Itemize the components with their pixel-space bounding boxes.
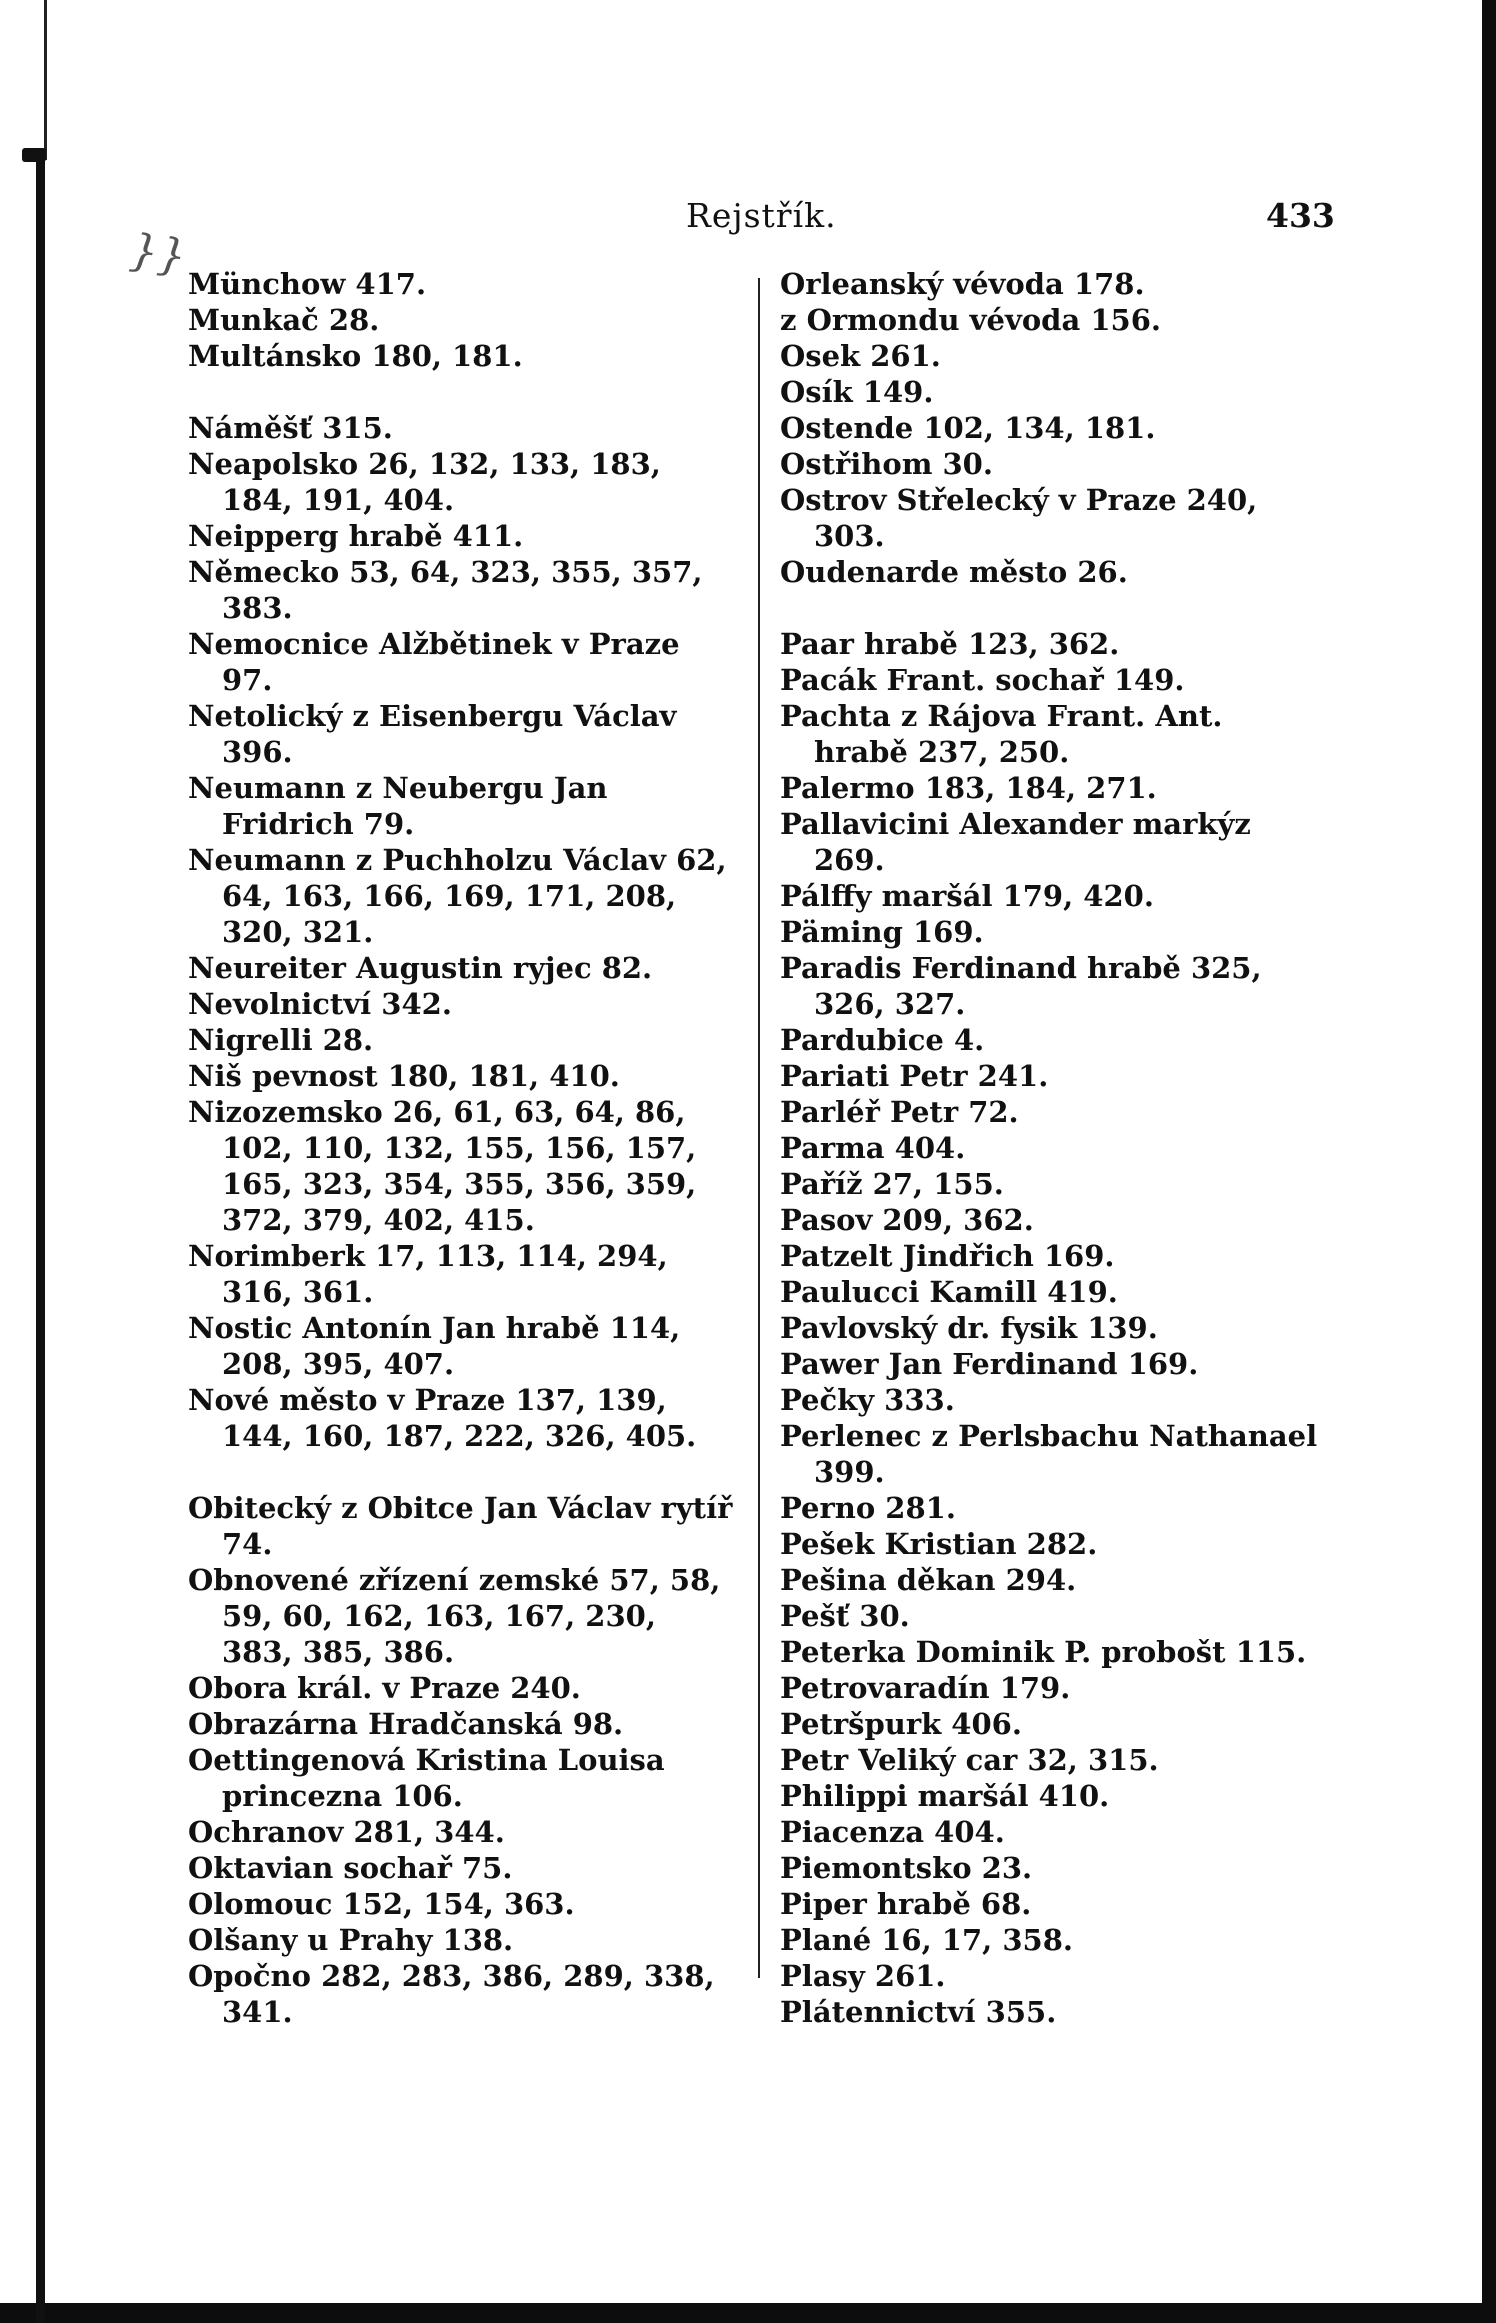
index-entry: Plané 16, 17, 358. (780, 1923, 1073, 1957)
index-entry: Patzelt Jindřich 169. (780, 1239, 1115, 1273)
index-entry: Perlenec z Perlsbachu Nathanael 399. (780, 1419, 1318, 1489)
scan-edge-bottom (0, 2303, 1496, 2323)
index-entry: Perno 281. (780, 1491, 956, 1525)
index-entry: Plátennictví 355. (780, 1995, 1057, 2029)
index-entry: Nové město v Praze 137, 139, 144, 160, 187, 222, 326, 405. (188, 1383, 697, 1453)
index-entry: Osek 261. (780, 339, 941, 373)
index-entry: Munkač 28. (188, 303, 380, 337)
index-entry: Nevolnictví 342. (188, 987, 452, 1021)
index-entry: Nemocnice Alžbětinek v Praze 97. (188, 627, 680, 697)
index-entry: Pešina děkan 294. (780, 1563, 1077, 1597)
index-entry: Petrovaradín 179. (780, 1671, 1071, 1705)
index-entry: Olšany u Prahy 138. (188, 1923, 514, 1957)
index-entry: Pawer Jan Ferdinand 169. (780, 1347, 1199, 1381)
index-entry: Nizozemsko 26, 61, 63, 64, 86, 102, 110, 132, 155, 156, 157, 165, 323, 354, 355, 356, 359, 372, 379, 402, 415. (188, 1095, 697, 1237)
index-entry: Pálffy maršál 179, 420. (780, 879, 1154, 913)
index-entry: Neureiter Augustin ryjec 82. (188, 951, 653, 985)
index-entry: Paar hrabě 123, 362. (780, 627, 1120, 661)
index-entry: Piemontsko 23. (780, 1851, 1033, 1885)
index-entry: Olomouc 152, 154, 363. (188, 1887, 575, 1921)
index-entry: Paradis Ferdinand hrabě 325, 326, 327. (780, 951, 1262, 1021)
index-entry: Parléř Petr 72. (780, 1095, 1019, 1129)
index-entry: Norimberk 17, 113, 114, 294, 316, 361. (188, 1239, 668, 1309)
index-entry: Plasy 261. (780, 1959, 946, 1993)
pencil-mark: }} (126, 224, 190, 283)
index-entry: Pacák Frant. sochař 149. (780, 663, 1185, 697)
letter-group-gap (188, 374, 736, 410)
index-entry: Oudenarde město 26. (780, 555, 1128, 589)
index-entry: Neumann z Neubergu Jan Fridrich 79. (188, 771, 608, 841)
index-entry: Neapolsko 26, 132, 133, 183, 184, 191, 404. (188, 447, 661, 517)
index-entry: Neumann z Puchholzu Václav 62, 64, 163, 166, 169, 171, 208, 320, 321. (188, 843, 727, 949)
index-entry: Palermo 183, 184, 271. (780, 771, 1157, 805)
index-entry: Německo 53, 64, 323, 355, 357, 383. (188, 555, 703, 625)
index-entry: Piper hrabě 68. (780, 1887, 1032, 1921)
index-entry: Ochranov 281, 344. (188, 1815, 505, 1849)
index-entry: Nigrelli 28. (188, 1023, 374, 1057)
index-entry: Oktavian sochař 75. (188, 1851, 513, 1885)
index-entry: Paříž 27, 155. (780, 1167, 1004, 1201)
index-entry: Pečky 333. (780, 1383, 955, 1417)
index-entry: Neipperg hrabě 411. (188, 519, 524, 553)
letter-group-gap (188, 1454, 736, 1490)
index-entry: Obrazárna Hradčanská 98. (188, 1707, 624, 1741)
index-entry: Pasov 209, 362. (780, 1203, 1034, 1237)
index-entry: z Ormondu vévoda 156. (780, 303, 1161, 337)
index-entry: Pavlovský dr. fysik 139. (780, 1311, 1158, 1345)
index-entry: Osík 149. (780, 375, 934, 409)
binding-mark (22, 148, 46, 162)
index-entry: Paulucci Kamill 419. (780, 1275, 1118, 1309)
index-entry: Philippi maršál 410. (780, 1779, 1110, 1813)
index-entry: Pardubice 4. (780, 1023, 985, 1057)
letter-group-gap (780, 590, 1326, 626)
index-entry: Petr Veliký car 32, 315. (780, 1743, 1159, 1777)
index-entry: Ostrov Střelecký v Praze 240, 303. (780, 483, 1258, 553)
index-entry: Piacenza 404. (780, 1815, 1005, 1849)
index-entry: Obitecký z Obitce Jan Václav rytíř 74. (188, 1491, 733, 1561)
index-entry: Pešek Kristian 282. (780, 1527, 1098, 1561)
index-entry: Pachta z Rájova Frant. Ant. hrabě 237, 250. (780, 699, 1223, 769)
index-entry: Pešť 30. (780, 1599, 910, 1633)
binding-rule-top (44, 0, 47, 160)
page-number: 433 (1266, 196, 1335, 235)
index-entry: Petršpurk 406. (780, 1707, 1022, 1741)
index-entry: Netolický z Eisenbergu Václav 396. (188, 699, 677, 769)
column-divider (758, 278, 760, 1978)
index-entry: Náměšť 315. (188, 411, 393, 445)
index-entry: Niš pevnost 180, 181, 410. (188, 1059, 620, 1093)
index-column-left (188, 266, 736, 2030)
index-entry: Orleanský vévoda 178. (780, 267, 1145, 301)
index-column-right (780, 266, 1326, 2030)
binding-rule (36, 150, 45, 2323)
index-entry: Obora král. v Praze 240. (188, 1671, 581, 1705)
scan-edge-right (1482, 0, 1496, 2323)
index-entry: Ostende 102, 134, 181. (780, 411, 1156, 445)
index-entry: Opočno 282, 283, 386, 289, 338, 341. (188, 1959, 715, 2029)
page-title: Rejstřík. (686, 196, 837, 235)
index-entry: Münchow 417. (188, 267, 427, 301)
index-entry: Oettingenová Kristina Louisa princezna 106. (188, 1743, 665, 1813)
running-head (0, 196, 1496, 236)
index-entry: Nostic Antonín Jan hrabě 114, 208, 395, 407. (188, 1311, 681, 1381)
index-entry: Pallavicini Alexander markýz 269. (780, 807, 1251, 877)
index-entry: Multánsko 180, 181. (188, 339, 523, 373)
index-entry: Peterka Dominik P. probošt 115. (780, 1635, 1307, 1669)
index-entry: Obnovené zřízení zemské 57, 58, 59, 60, 162, 163, 167, 230, 383, 385, 386. (188, 1563, 721, 1669)
index-entry: Ostřihom 30. (780, 447, 993, 481)
index-entry: Parma 404. (780, 1131, 966, 1165)
index-entry: Päming 169. (780, 915, 984, 949)
index-entry: Pariati Petr 241. (780, 1059, 1049, 1093)
